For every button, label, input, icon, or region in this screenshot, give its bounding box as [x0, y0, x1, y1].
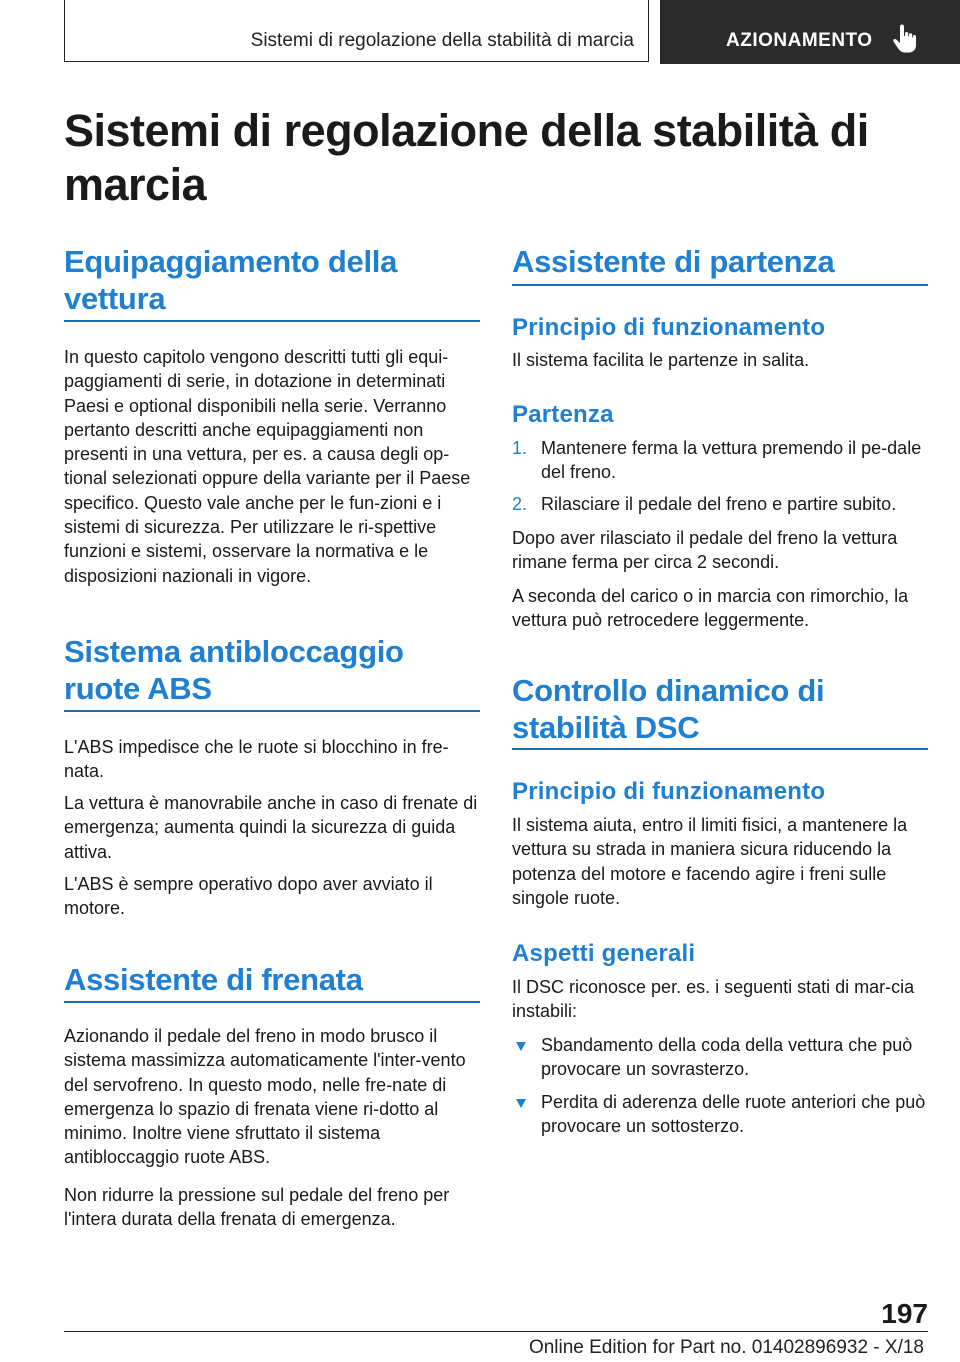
heading-equipaggiamento: Equipaggiamento della vettura — [64, 244, 398, 316]
paragraph-principio-dsc: Il sistema aiuta, entro il limiti fisici, a mantenere la vettura su strada in maniera sicura riducendo la potenza del motore e facendo agire i freni sulle singole ruote. — [512, 815, 908, 908]
heading-abs: Sistema antibloccaggio ruote ABS — [64, 634, 404, 706]
page-number: 197 — [881, 1298, 928, 1329]
step-number: 1. — [512, 438, 528, 458]
bullet-item: Sbandamento della coda della vettura che può provocare un sovrasterzo. — [541, 1035, 913, 1080]
paragraph-frenata-1: Azionando il pedale del freno in modo brusco il sistema massimizza automaticamente l'inter-vento del servofreno. In questo modo, nelle fre-nate di emergenza lo spazio di frenata viene ri-dotto al minimo. Inoltre viene sfruttato il sistema antibloccaggio ruote ABS. — [64, 1026, 466, 1168]
heading-rule — [64, 320, 480, 322]
paragraph-equipaggiamento: In questo capitolo vengono descritti tutti gli equi-paggiamenti di serie, in dotazione in determinati Paesi e optional disponibili nella serie. Verranno pertanto descritti anche equipaggiamenti non presenti in una vettura, per es. a causa degli op-tional selezionati oppure della variante per il Paese specifico. Questo vale anche per le fun-zioni e i sistemi di sicurezza. Per utilizzare le ri-spettive funzioni e sistemi, osservare la normativa e le disposizioni nazionali in vigore. — [64, 347, 471, 586]
heading-assistente-partenza: Assistente di partenza — [512, 244, 835, 279]
step-text: Rilasciare il pedale del freno e partire subito. — [541, 494, 897, 514]
subheading-principio-partenza: Principio di funzionamento — [512, 314, 826, 341]
heading-dsc: Controllo dinamico di stabilità DSC — [512, 673, 825, 745]
paragraph-principio-partenza: Il sistema facilita le partenze in salita. — [512, 350, 810, 370]
paragraph-frenata-2: Non ridurre la pressione sul pedale del freno per l'intera durata della frenata di emergenza. — [64, 1185, 450, 1230]
footer-rule — [64, 1331, 928, 1332]
paragraph-partenza-2: A seconda del carico o in marcia con rimorchio, la vettura può retrocedere leggermente. — [512, 586, 909, 631]
footer-edition: Online Edition for Part no. 01402896932 - X/18 — [528, 1337, 924, 1358]
hand-pointer-icon — [892, 24, 918, 54]
bullet-triangle-icon — [516, 1042, 526, 1051]
subheading-principio-dsc: Principio di funzionamento — [512, 778, 826, 805]
heading-rule — [512, 284, 928, 286]
bullet-item: Perdita di aderenza delle ruote anteriori che può provocare un sottosterzo. — [541, 1092, 926, 1137]
paragraph-aspetti-generali: Il DSC riconosce per. es. i seguenti stati di mar-cia instabili: — [512, 977, 915, 1022]
section-label: AZIONAMENTO — [726, 30, 873, 51]
paragraph-abs-1: L'ABS impedisce che le ruote si blocchino in fre-nata. — [64, 737, 449, 782]
step-number: 2. — [512, 494, 528, 514]
heading-assistente-frenata: Assistente di frenata — [64, 962, 363, 997]
step-text: Mantenere ferma la vettura premendo il pe-dale del freno. — [541, 438, 922, 483]
page-title: Sistemi di regolazione della stabilità di marcia — [64, 105, 869, 210]
subheading-aspetti-generali: Aspetti generali — [512, 940, 696, 967]
heading-rule — [512, 748, 928, 750]
bullet-triangle-icon — [516, 1099, 526, 1108]
heading-rule — [64, 710, 480, 712]
paragraph-abs-2: La vettura è manovrabile anche in caso di frenate di emergenza; aumenta quindi la sicurezza di guida attiva. — [64, 793, 478, 862]
subheading-partenza: Partenza — [512, 401, 614, 428]
running-title: Sistemi di regolazione della stabilità di marcia — [250, 30, 634, 51]
paragraph-partenza-1: Dopo aver rilasciato il pedale del freno la vettura rimane ferma per circa 2 secondi. — [512, 528, 898, 573]
paragraph-abs-3: L'ABS è sempre operativo dopo aver avviato il motore. — [64, 874, 433, 919]
heading-rule — [64, 1001, 480, 1003]
